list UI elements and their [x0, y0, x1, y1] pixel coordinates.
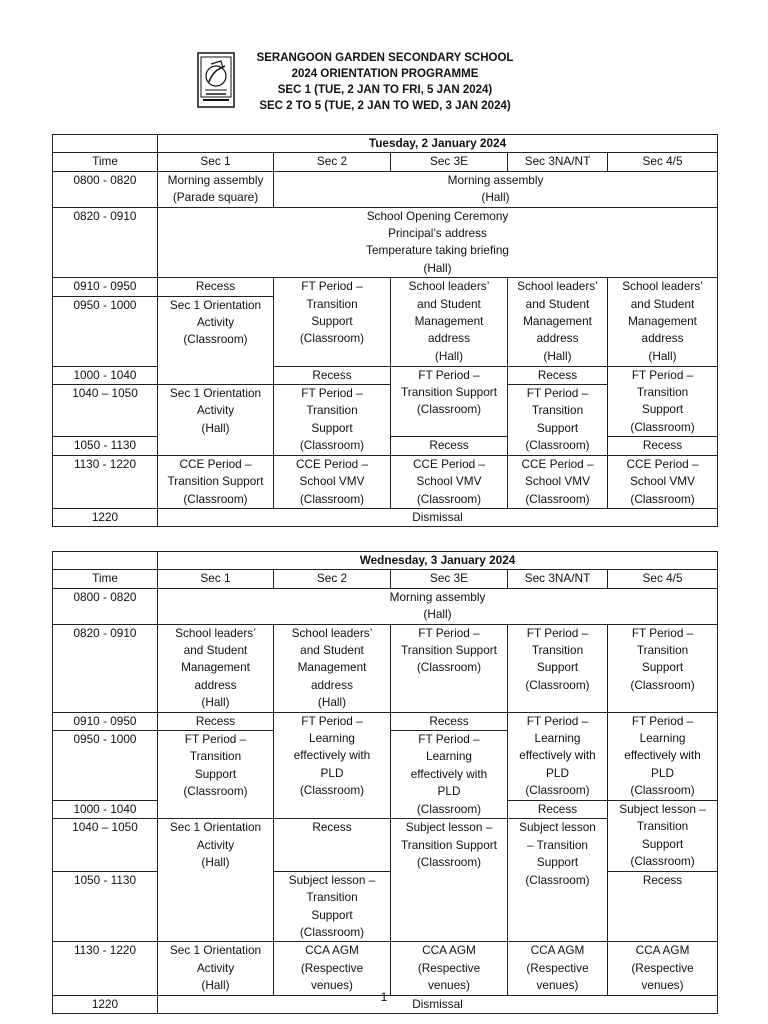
- table-row: [53, 455, 718, 508]
- time-cell: 1130 - 1220: [53, 942, 158, 995]
- cell-line: FT Period –: [631, 713, 694, 728]
- time-cell: 1050 - 1130: [53, 871, 158, 942]
- schedule-cell: [274, 366, 391, 384]
- table-row: [53, 366, 718, 384]
- empty-cell: [53, 135, 158, 153]
- table-row: [53, 871, 718, 942]
- schedule-table-day1: [52, 134, 718, 527]
- cell-line: (Classroom): [630, 783, 695, 798]
- cell-line: FT Period –: [301, 279, 363, 294]
- page-number: 1: [380, 990, 388, 1004]
- schedule-cell: [608, 437, 718, 455]
- cell-line: (Classroom): [299, 783, 365, 798]
- cell-line: and Student: [300, 643, 364, 658]
- cell-line: Subject lesson: [519, 820, 596, 835]
- sec2-5-dates: SEC 2 TO 5 (TUE, 2 JAN TO WED, 3 JAN 2024): [259, 100, 511, 112]
- cell-line: School leaders’: [408, 279, 490, 294]
- cell-line: Temperature taking briefing: [366, 243, 509, 258]
- schedule-cell: [391, 455, 508, 508]
- schedule-cell: [608, 942, 718, 995]
- cell-line: Support: [194, 766, 237, 781]
- cell-line: Morning assembly: [167, 172, 264, 187]
- schedule-cell: [391, 624, 508, 712]
- cell-line: Management: [414, 314, 484, 329]
- cell-line: Subject lesson –: [288, 872, 376, 887]
- cell-line: Transition Support: [401, 643, 497, 658]
- cell-line: Recess: [195, 279, 236, 294]
- cell-line: and Student: [525, 296, 590, 311]
- cell-line: (Classroom): [525, 872, 590, 887]
- schedule-cell: [158, 731, 274, 819]
- cell-line: FT Period –: [418, 367, 480, 382]
- cell-line: address: [311, 677, 353, 692]
- cell-line: Morning assembly: [389, 589, 486, 604]
- cell-line: (Parade square): [172, 190, 259, 205]
- cell-line: Transition: [306, 296, 358, 311]
- cell-line: Transition: [636, 385, 689, 400]
- time-cell: 1130 - 1220: [53, 455, 158, 508]
- cell-line: Transition: [306, 890, 358, 905]
- schedule-cell: [508, 366, 608, 384]
- cell-line: – Transition: [527, 837, 588, 852]
- cell-line: address: [194, 677, 237, 692]
- cell-line: Support: [641, 402, 684, 417]
- schedule-cell: [608, 712, 718, 800]
- cell-line: FT Period –: [184, 732, 247, 747]
- programme-title: 2024 ORIENTATION PROGRAMME: [291, 68, 479, 80]
- schedule-cell: [391, 731, 508, 819]
- cell-line: FT Period –: [631, 367, 694, 382]
- cell-line: Activity: [196, 403, 235, 418]
- schedule-cell: [274, 942, 391, 995]
- time-cell: 0800 - 0820: [53, 171, 158, 207]
- time-cell: 1040 – 1050: [53, 819, 158, 871]
- column-header: Sec 1: [158, 153, 274, 171]
- cell-line: CCA AGM: [530, 943, 585, 958]
- cell-line: Principal’s address: [388, 226, 487, 241]
- cell-line: Dismissal: [412, 509, 463, 524]
- column-header-row: [53, 153, 718, 171]
- cell-line: FT Period –: [301, 386, 363, 401]
- title-block: [250, 50, 520, 114]
- cell-line: address: [641, 331, 684, 346]
- schedule-cell: [608, 455, 718, 508]
- table-row: [53, 588, 718, 624]
- schedule-cell: [391, 942, 508, 995]
- cell-line: Sec 1 Orientation: [169, 943, 262, 958]
- schedule-cell: [158, 508, 718, 526]
- schedule-cell: [274, 278, 391, 366]
- cell-line: School VMV: [416, 474, 482, 489]
- column-header-row: [53, 570, 718, 588]
- schedule-cell: [391, 366, 508, 437]
- time-cell: 1040 – 1050: [53, 385, 158, 437]
- cell-line: Activity: [196, 960, 235, 975]
- cell-line: Transition: [531, 403, 584, 418]
- cell-line: School leaders’: [175, 625, 256, 640]
- cell-line: Transition: [531, 643, 584, 658]
- cell-line: Learning: [309, 731, 355, 746]
- table-row: [53, 135, 718, 153]
- cell-line: (Hall): [434, 348, 464, 363]
- cell-line: FT Period –: [301, 713, 363, 728]
- column-header: Sec 2: [274, 570, 391, 588]
- schedule-cell: [391, 712, 508, 730]
- schedule-cell: [391, 819, 508, 942]
- cell-line: (Hall): [201, 420, 230, 435]
- table-row: [53, 508, 718, 526]
- cell-line: Sec 1 Orientation: [169, 386, 262, 401]
- column-header: Sec 3E: [391, 570, 508, 588]
- cell-line: address: [428, 331, 470, 346]
- cell-line: School leaders’: [517, 279, 598, 294]
- cell-line: Recess: [312, 820, 352, 835]
- cell-line: FT Period –: [526, 625, 589, 640]
- table-row: [53, 171, 718, 207]
- cell-line: venues): [536, 978, 579, 993]
- cell-line: CCE Period –: [626, 456, 699, 471]
- column-header: Sec 4/5: [608, 570, 718, 588]
- cell-line: and Student: [417, 296, 481, 311]
- cell-line: (Hall): [423, 260, 452, 275]
- cell-line: Management: [628, 314, 697, 329]
- cell-line: (Classroom): [525, 783, 590, 798]
- cell-line: (Respective: [417, 960, 481, 975]
- cell-line: Learning: [534, 731, 581, 746]
- schedule-cell: [508, 455, 608, 508]
- schedule-cell: [608, 624, 718, 712]
- cell-line: Recess: [195, 713, 236, 728]
- cell-line: Subject lesson –: [405, 820, 493, 835]
- cell-line: (Classroom): [630, 491, 695, 506]
- table-row: [53, 624, 718, 712]
- cell-line: Subject lesson –: [619, 802, 706, 817]
- schedule-cell: [274, 819, 391, 871]
- cell-line: venues): [428, 978, 470, 993]
- cell-line: Transition: [636, 643, 689, 658]
- schedule-cell: [158, 385, 274, 456]
- column-header: Sec 3NA/NT: [508, 570, 608, 588]
- cell-line: (Classroom): [416, 491, 482, 506]
- table-row: [53, 207, 718, 278]
- schedule-cell: [608, 278, 718, 366]
- cell-line: School VMV: [630, 474, 695, 489]
- schedule-cell: [274, 712, 391, 819]
- cell-line: Management: [297, 660, 367, 675]
- cell-line: (Respective: [631, 960, 694, 975]
- cell-line: Activity: [196, 837, 235, 852]
- cell-line: (Hall): [543, 348, 572, 363]
- column-header: Sec 4/5: [608, 153, 718, 171]
- cell-line: (Classroom): [299, 491, 365, 506]
- cell-line: Activity: [196, 315, 235, 330]
- cell-line: (Classroom): [416, 801, 482, 816]
- cell-line: Support: [536, 660, 579, 675]
- cell-line: (Classroom): [630, 854, 695, 869]
- time-cell: 0950 - 1000: [53, 731, 158, 801]
- cell-line: Transition Support: [401, 385, 497, 400]
- cell-line: Sec 1 Orientation: [169, 820, 262, 835]
- document-header: [0, 50, 768, 120]
- schedule-cell: [608, 366, 718, 437]
- column-header: Sec 2: [274, 153, 391, 171]
- cell-line: Recess: [537, 802, 578, 817]
- cell-line: Recess: [642, 438, 683, 453]
- schedule-cell: [508, 385, 608, 456]
- cell-line: Recess: [312, 367, 352, 382]
- cell-line: (Classroom): [183, 491, 248, 506]
- cell-line: address: [536, 331, 579, 346]
- schedule-cell: [391, 437, 508, 455]
- cell-line: Recess: [429, 713, 469, 728]
- cell-line: School VMV: [525, 474, 590, 489]
- schedule-cell: [158, 455, 274, 508]
- cell-line: Support: [641, 836, 684, 851]
- day-heading: Wednesday, 3 January 2024: [158, 552, 718, 570]
- schedule-cell: [158, 278, 274, 296]
- cell-line: School leaders’: [622, 279, 703, 294]
- cell-line: and Student: [183, 643, 248, 658]
- school-crest-icon: [197, 52, 235, 108]
- cell-line: (Classroom): [525, 677, 590, 692]
- cell-line: (Hall): [481, 190, 510, 205]
- sec1-dates: SEC 1 (TUE, 2 JAN TO FRI, 5 JAN 2024): [277, 84, 493, 96]
- cell-line: Learning: [426, 749, 472, 764]
- cell-line: effectively with: [293, 748, 371, 763]
- schedule-cell: [508, 819, 608, 942]
- cell-line: CCA AGM: [422, 943, 476, 958]
- cell-line: CCE Period –: [412, 456, 486, 471]
- column-header: Time: [53, 153, 158, 171]
- cell-line: (Hall): [201, 855, 230, 870]
- cell-line: PLD: [546, 765, 569, 780]
- cell-line: FT Period –: [418, 625, 480, 640]
- cell-line: School VMV: [299, 474, 365, 489]
- cell-line: (Classroom): [299, 331, 365, 346]
- table-row: [53, 942, 718, 995]
- cell-line: FT Period –: [526, 386, 589, 401]
- cell-line: Recess: [642, 872, 683, 887]
- cell-line: (Hall): [201, 695, 230, 710]
- cell-line: Support: [536, 420, 579, 435]
- schedule-cell: [274, 871, 391, 942]
- cell-line: (Classroom): [630, 677, 695, 692]
- table-row: [53, 552, 718, 570]
- cell-line: Management: [523, 314, 592, 329]
- cell-line: PLD: [437, 784, 461, 799]
- cell-line: (Hall): [201, 978, 230, 993]
- schedule-cell: [508, 278, 608, 366]
- time-cell: 1000 - 1040: [53, 366, 158, 384]
- cell-line: (Classroom): [416, 855, 482, 870]
- cell-line: Transition: [636, 819, 689, 834]
- schedule-cell: [508, 624, 608, 712]
- time-cell: 1050 - 1130: [53, 437, 158, 455]
- cell-line: Dismissal: [412, 996, 463, 1011]
- cell-line: (Classroom): [525, 491, 590, 506]
- cell-line: CCE Period –: [179, 456, 252, 471]
- cell-line: Sec 1 Orientation: [169, 297, 262, 312]
- column-header: Sec 1: [158, 570, 274, 588]
- cell-line: PLD: [320, 765, 344, 780]
- schedule-cell: [508, 942, 608, 995]
- cell-line: Management: [181, 660, 250, 675]
- cell-line: Support: [311, 314, 353, 329]
- schedule-table-day2: [52, 551, 718, 1014]
- cell-line: Support: [311, 420, 353, 435]
- cell-line: FT Period –: [526, 713, 589, 728]
- cell-line: Transition: [306, 403, 358, 418]
- schedule-cell: [158, 942, 274, 995]
- time-cell: 0820 - 0910: [53, 624, 158, 712]
- column-header: Sec 3NA/NT: [508, 153, 608, 171]
- cell-line: (Classroom): [183, 784, 248, 799]
- schedule-cell: [508, 801, 608, 819]
- cell-line: (Classroom): [416, 402, 482, 417]
- cell-line: CCA AGM: [305, 943, 359, 958]
- schedule-cell: [274, 385, 391, 456]
- cell-line: (Classroom): [416, 660, 482, 675]
- cell-line: and Student: [630, 296, 695, 311]
- cell-line: CCE Period –: [521, 456, 594, 471]
- empty-cell: [53, 552, 158, 570]
- schedule-cell: [158, 712, 274, 730]
- schedule-cell: [158, 588, 718, 624]
- time-cell: 1220: [53, 508, 158, 526]
- cell-line: (Hall): [423, 607, 452, 622]
- schedule-cell: [608, 871, 718, 942]
- time-cell: 0800 - 0820: [53, 588, 158, 624]
- schedule-cell: [158, 207, 718, 278]
- time-cell: 1000 - 1040: [53, 801, 158, 819]
- cell-line: School leaders’: [291, 625, 373, 640]
- schedule-cell: [158, 624, 274, 712]
- cell-line: effectively with: [410, 766, 488, 781]
- cell-line: (Classroom): [183, 332, 248, 347]
- cell-line: (Hall): [317, 695, 347, 710]
- column-header: Time: [53, 570, 158, 588]
- cell-line: Recess: [537, 367, 578, 382]
- cell-line: CCA AGM: [635, 943, 690, 958]
- schedule-cell: [274, 455, 391, 508]
- schedule-cell: [608, 801, 718, 872]
- cell-line: Morning assembly: [447, 172, 544, 187]
- cell-line: Transition: [189, 749, 242, 764]
- schedule-cell: [158, 171, 274, 207]
- schedule-cell: [274, 171, 718, 207]
- cell-line: PLD: [651, 765, 674, 780]
- cell-line: (Respective: [526, 960, 589, 975]
- time-cell: 0950 - 1000: [53, 296, 158, 366]
- cell-line: (Classroom): [525, 438, 590, 453]
- schedule-cell: [391, 278, 508, 366]
- cell-line: venues): [641, 978, 684, 993]
- cell-line: venues): [311, 978, 353, 993]
- time-cell: 0910 - 0950: [53, 712, 158, 730]
- cell-line: (Classroom): [299, 438, 365, 453]
- schedule-cell: [158, 819, 274, 942]
- day-heading: Tuesday, 2 January 2024: [158, 135, 718, 153]
- cell-line: Support: [641, 660, 684, 675]
- column-header: Sec 3E: [391, 153, 508, 171]
- cell-line: (Classroom): [630, 419, 695, 434]
- cell-line: Transition Support: [401, 837, 497, 852]
- cell-line: Recess: [429, 438, 469, 453]
- table-row: [53, 278, 718, 296]
- cell-line: (Classroom): [299, 924, 365, 939]
- time-cell: 1220: [53, 995, 158, 1013]
- schedule-cell: [158, 296, 274, 384]
- time-cell: 0910 - 0950: [53, 278, 158, 296]
- cell-line: effectively with: [519, 748, 596, 763]
- schedule-cell: [508, 712, 608, 800]
- cell-line: School Opening Ceremony: [366, 208, 509, 223]
- cell-line: Learning: [639, 731, 686, 746]
- table-row: [53, 712, 718, 730]
- cell-line: effectively with: [624, 748, 701, 763]
- cell-line: Support: [311, 907, 353, 922]
- cell-line: Transition Support: [167, 474, 264, 489]
- cell-line: Support: [536, 855, 579, 870]
- time-cell: 0820 - 0910: [53, 207, 158, 278]
- cell-line: CCE Period –: [295, 456, 369, 471]
- schedule-cell: [274, 624, 391, 712]
- cell-line: (Respective: [300, 960, 364, 975]
- school-name: SERANGOON GARDEN SECONDARY SCHOOL: [256, 52, 514, 64]
- cell-line: (Hall): [648, 348, 677, 363]
- cell-line: FT Period –: [631, 625, 694, 640]
- cell-line: FT Period –: [418, 732, 480, 747]
